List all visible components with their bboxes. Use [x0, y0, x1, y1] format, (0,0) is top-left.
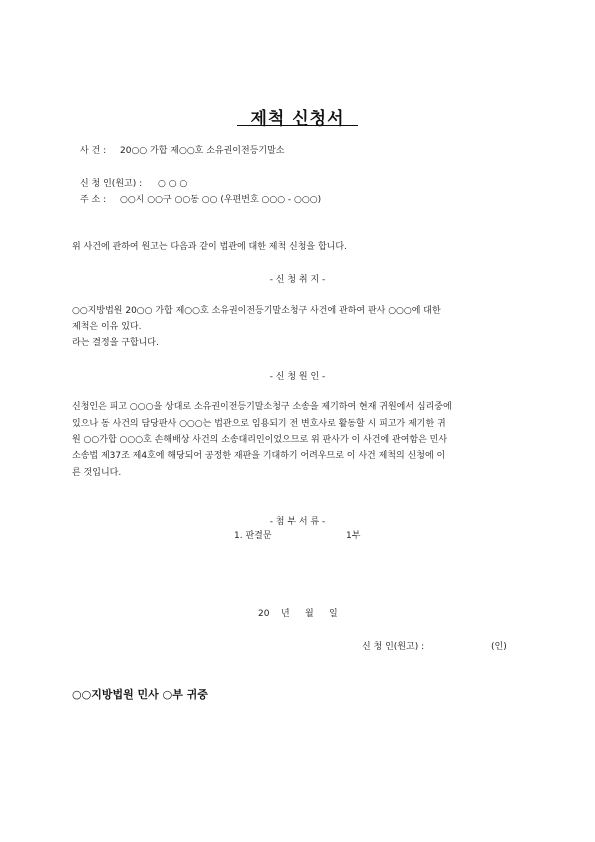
document-title: 제척 신청서 — [250, 109, 345, 129]
signer-seal: (인) — [491, 642, 507, 652]
address-value: ○○시 ○○구 ○○동 ○○ (우편번호 ○○○ - ○○○) — [120, 195, 322, 205]
intro-text: 위 사건에 관하여 원고는 다음과 같이 법관에 대한 제척 신청을 합니다. — [72, 242, 347, 252]
court-addressee: ○○지방법원 민사 ○부 귀중 — [72, 688, 208, 701]
applicant-value: ○ ○ ○ — [158, 179, 188, 189]
reason-line-2: 있으나 동 사건의 담당판사 ○○○는 법관으로 임용되기 전 변호사로 활동할 시 피고가 제기한 귀 — [72, 419, 446, 429]
purpose-heading: - 신 청 취 지 - — [269, 275, 326, 285]
date-year-unit: 년 — [281, 609, 290, 619]
purpose-line-1: ○○지방법원 20○○ 가합 제○○호 소유권이전등기말소청구 사건에 관하여 판사 ○○○에 대한 — [72, 306, 441, 316]
address-label: 주 소 : — [80, 195, 107, 205]
case-label: 사 건 : — [80, 146, 107, 156]
reason-line-1: 신청인은 피고 ○○○을 상대로 소유권이전등기말소청구 소송을 제기하여 현재 귀원에서 심리중에 — [72, 402, 452, 412]
purpose-line-2: 제척은 이유 있다. — [72, 322, 142, 332]
case-value: 20○○ 가합 제○○호 소유권이전등기말소 — [120, 146, 285, 156]
reason-heading: - 신 청 원 인 - — [269, 372, 326, 382]
title-underline — [237, 125, 358, 126]
reason-line-3: 원 ○○가합 ○○○호 손해배상 사건의 소송대리인이었으므로 위 판사가 이 사건에 관여함은 민사 — [72, 435, 448, 445]
attachment-count: 1부 — [346, 531, 361, 541]
date-month-unit: 월 — [305, 609, 314, 619]
attachment-item: 1. 판결문 — [234, 531, 272, 541]
signer-label: 신 청 인(원고) : — [362, 642, 425, 652]
reason-line-4: 소송법 제37조 제4호에 해당되어 공정한 재판을 기대하기 어려우므로 이 사건 제척의 신청에 이 — [72, 451, 446, 461]
reason-line-5: 른 것입니다. — [72, 468, 122, 478]
date-day-unit: 일 — [329, 609, 338, 619]
purpose-line-3: 라는 결정을 구합니다. — [72, 338, 159, 348]
applicant-label: 신 청 인(원고) : — [80, 179, 143, 189]
attachment-heading: - 첨 부 서 류 - — [269, 517, 326, 527]
date-year: 20 — [258, 609, 270, 619]
